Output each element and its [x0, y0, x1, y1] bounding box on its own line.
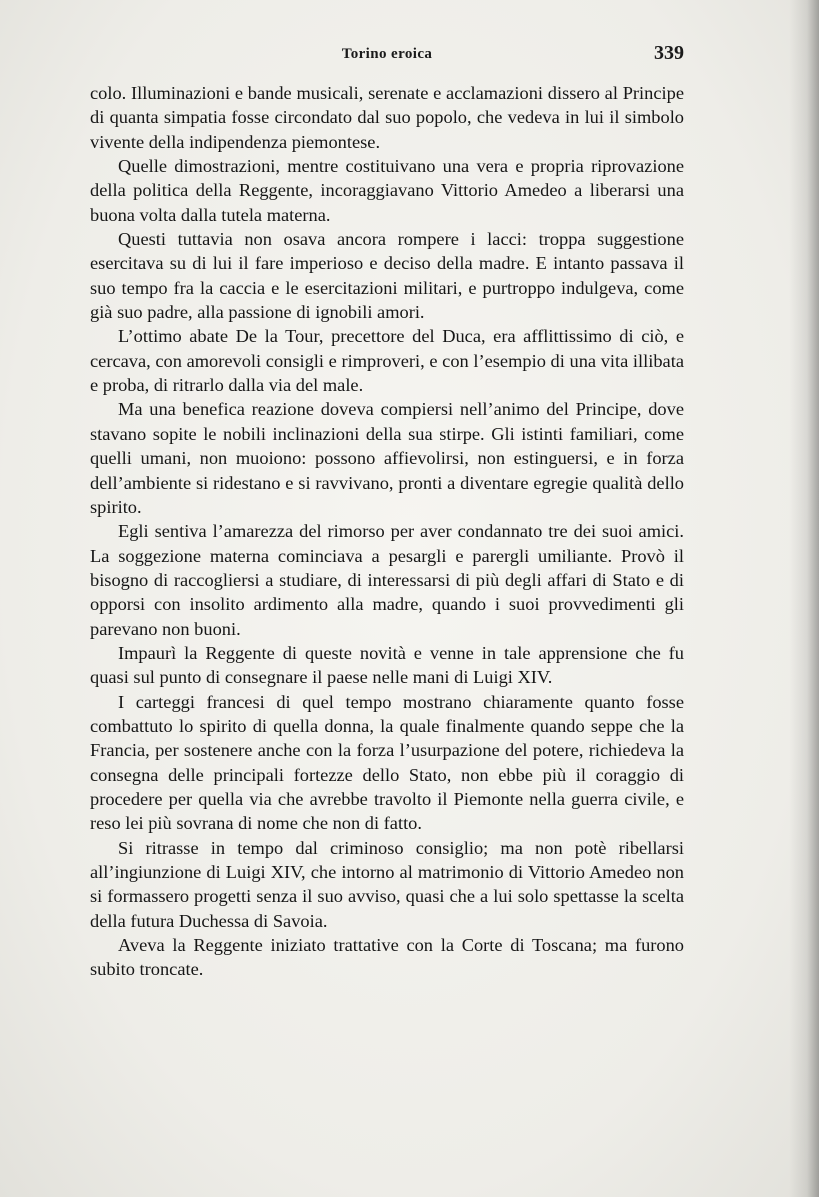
paragraph: Aveva la Reggente iniziato trattative con la Corte di Toscana; ma furono subito troncate.	[90, 935, 684, 980]
paragraph: Impaurì la Reggente di queste novità e venne in tale apprensione che fu quasi sul punto di consegnare il paese nelle mani di Luigi XIV.	[90, 642, 684, 688]
page-header	[90, 42, 684, 68]
paragraph: Ma una benefica reazione doveva compiersi nell’animo del Principe, dove stavano sopite le nobili inclinazioni della sua stirpe. Gli istinti familiari, come quelli umani, non muoiono: possono affievolirsi, non estinguersi, e in forza dell’ambiente si ridestano e si ravvivano, pronti a diventare egregie qualità dello spirito.	[90, 399, 684, 517]
paragraph: Questi tuttavia non osava ancora rompere i lacci: troppa suggestione esercitava su di lui il fare imperioso e deciso della madre. E intanto passava il suo tempo fra la caccia e le esercitazioni militari, e purtroppo indulgeva, come già suo padre, alla passione di ignobili amori.	[90, 229, 684, 323]
paragraph: colo. Illuminazioni e bande musicali, serenate e acclamazioni dissero al Principe di quanta simpatia fosse circondato dal suo popolo, che vedeva in lui il simbolo vivente della indipendenza piemontese.	[90, 83, 684, 152]
body-text	[90, 81, 684, 982]
paragraph: Quelle dimostrazioni, mentre costituivano una vera e propria riprovazione della politica della Reggente, incoraggiavano Vittorio Amedeo a liberarsi una buona volta dalla tutela materna.	[90, 156, 684, 225]
paragraph: I carteggi francesi di quel tempo mostrano chiaramente quanto fosse combattuto lo spirito di quella donna, la quale finalmente quando seppe che la Francia, per sostenere anche con la forza l’usurpazione del potere, richiedeva la consegna delle principali fortezze dello Stato, non ebbe più il coraggio di procedere per quella via che avrebbe travolto il Piemonte nella guerra civile, e reso lei più sovrana di nome che non di fatto.	[90, 691, 684, 834]
paragraph: Egli sentiva l’amarezza del rimorso per aver condannato tre dei suoi amici. La soggezione materna cominciava a pesargli e parergli umiliante. Provò il bisogno di raccogliersi a studiare, di interessarsi di più degli affari di Stato e di opporsi con insolito ardimento alla madre, quando i suoi provvedimenti gli parevano non buoni.	[90, 521, 684, 639]
paragraph: L’ottimo abate De la Tour, precettore del Duca, era afflittissimo di ciò, e cercava, con amorevoli consigli e rimproveri, e con l’esempio di una vita illibata e proba, di ritrarlo dalla via del male.	[90, 326, 684, 396]
running-title: Torino eroica	[341, 46, 433, 62]
page-edge-shadow	[789, 0, 819, 1197]
paragraph: Si ritrasse in tempo dal criminoso consiglio; ma non potè ribellarsi all’ingiunzione di Luigi XIV, che intorno al matrimonio di Vittorio Amedeo non si formassero progetti senza il suo avviso, quasi che a lui solo spettasse la scelta della futura Duchessa di Savoia.	[90, 837, 684, 931]
page-number: 339	[654, 42, 684, 64]
